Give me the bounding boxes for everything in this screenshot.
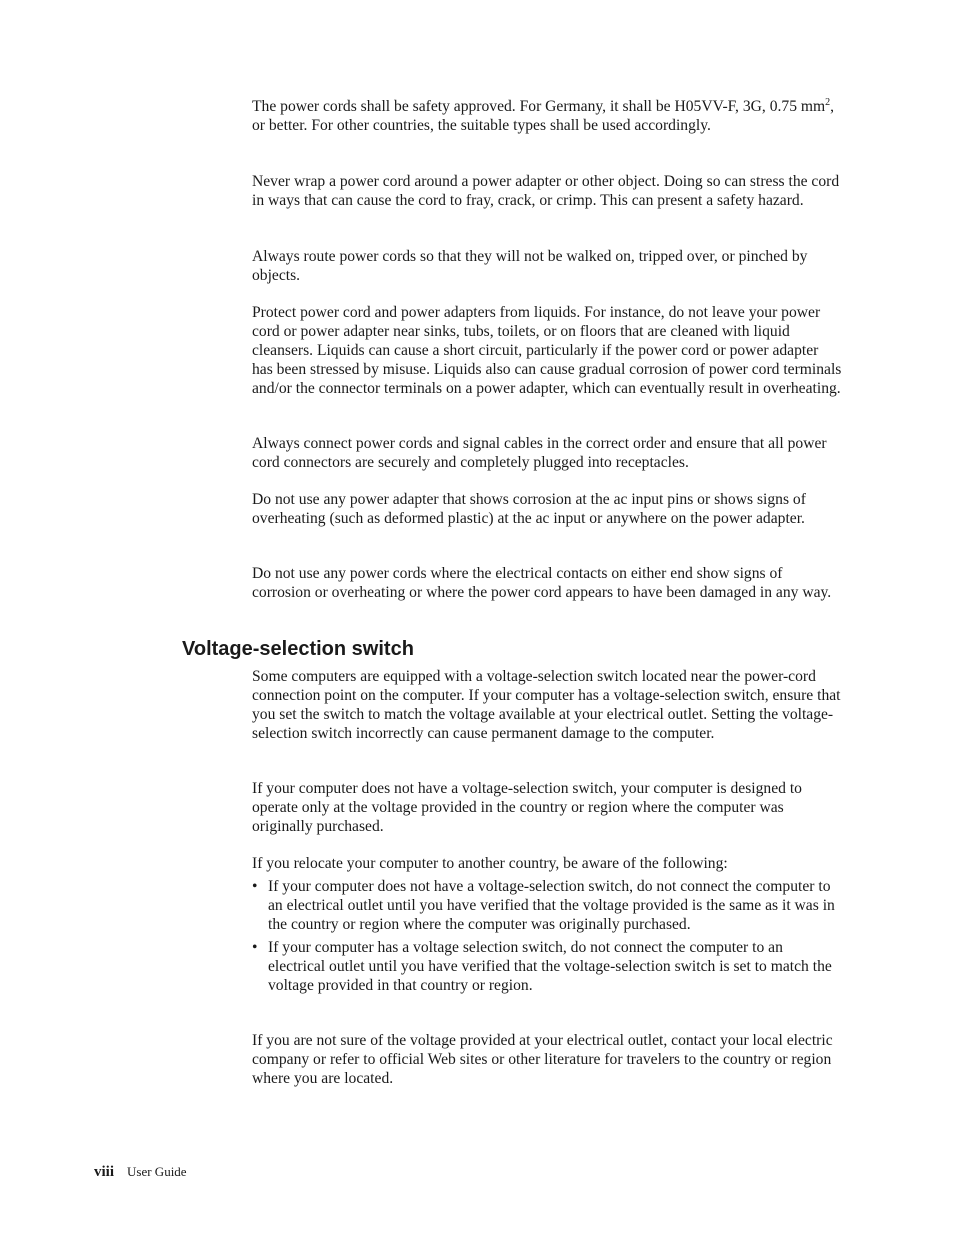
- paragraph-no-switch: If your computer does not have a voltage-selection switch, your computer is designed to operate only at the voltage provided in the country or region where the computer was originally purchased.: [252, 780, 802, 835]
- paragraph-route-cords: Always route power cords so that they will not be walked on, tripped over, or pinched by objects.: [252, 248, 808, 284]
- list-item: • If your computer does not have a voltage-selection switch, do not connect the computer to an electrical outlet until you have verified that the voltage provided is the same as it was in the country or region where the computer was originally purchased.: [252, 878, 835, 933]
- paragraph-power-cord-approval: The power cords shall be safety approved. For Germany, it shall be H05VV-F, 3G, 0.75 $mm^2$, or better. For other countries, the suitable types shall be used accordingly.: [252, 96, 835, 134]
- paragraph-protect-liquids: Protect power cord and power adapters from liquids. For instance, do not leave your power cord or power adapter near sinks, tubs, toilets, or on floors that are cleaned with liquid cleansers. Liquids can cause a short circuit, particularly if the power cord or power adapter has been stressed by misuse. Liquids also can cause gradual corrosion of power cord terminals and/or the connector terminals on a power adapter, which can eventually result in overheating.: [252, 304, 842, 397]
- paragraph-switch-intro: Some computers are equipped with a voltage-selection switch located near the power-cord connection point on the computer. If your computer has a voltage-selection switch, ensure that you set the switch to match the voltage available at your electrical outlet. Setting the voltage-selection switch incorrectly can cause permanent damage to the computer.: [252, 668, 841, 742]
- document-title: User Guide: [127, 1164, 187, 1179]
- paragraph-not-sure: If you are not sure of the voltage provided at your electrical outlet, contact your local electric company or refer to official Web sites or other literature for travelers to the country or region where you are located.: [252, 1032, 833, 1087]
- paragraph-cord-damage: Do not use any power cords where the electrical contacts on either end show signs of corrosion or overheating or where the power cord appears to have been damaged in any way.: [252, 565, 832, 601]
- page-number: viii: [94, 1164, 115, 1180]
- bullet-list: [252, 878, 842, 999]
- paragraph-relocate: If you relocate your computer to another country, be aware of the following:: [252, 855, 728, 872]
- page-footer: [94, 1164, 187, 1181]
- list-item: • If your computer has a voltage selection switch, do not connect the computer to an electrical outlet until you have verified that the voltage-selection switch is set to match the voltage provided in that country or region.: [252, 938, 832, 994]
- section-heading: Voltage-selection switch: [182, 638, 414, 660]
- paragraph-adapter-corrosion: Do not use any power adapter that shows corrosion at the ac input pins or shows signs of overheating (such as deformed plastic) at the ac input or anywhere on the power adapter.: [252, 491, 806, 527]
- bullet-icon: •: [252, 878, 258, 895]
- paragraph-connect-order: Always connect power cords and signal cables in the correct order and ensure that all power cord connectors are securely and completely plugged into receptacles.: [252, 435, 827, 471]
- paragraph-never-wrap: Never wrap a power cord around a power adapter or other object. Doing so can stress the cord in ways that can cause the cord to fray, crack, or crimp. This can present a safety hazard.: [252, 173, 840, 209]
- bullet-icon: •: [252, 938, 258, 956]
